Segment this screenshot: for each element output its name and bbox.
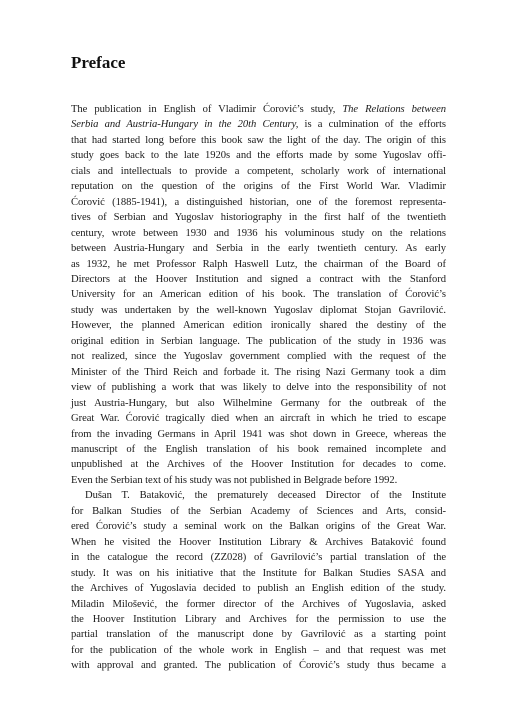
text-run: in the catalogue the record (ZZ028) of Gavrilović’s partial translation of the (71, 552, 446, 564)
text-run: as 1932, he met Professor Ralph Haswell Lutz, the chairman of the Board of (71, 258, 446, 270)
book-title-italic: The Relations between (342, 104, 446, 115)
text-line (71, 257, 446, 272)
text-line (71, 241, 446, 256)
preface-paragraphs (71, 102, 446, 674)
book-title-italic: Serbia and Austria-Hungary in the 20th Century, (71, 119, 299, 131)
text-run: view of publishing a work that was likely to delve into the responsibility of not (71, 382, 446, 394)
text-run: original edition in Serbian language. The publication of the study in 1936 was (71, 335, 446, 347)
text-run: The publication in English of Vladimir Ćorović’s study, (71, 104, 343, 115)
text-run: is a culmination of the efforts (298, 119, 447, 131)
text-line (71, 411, 446, 426)
text-line (71, 535, 446, 550)
text-run: cials and intellectuals to provide a competent, scholarly work of international (71, 165, 446, 177)
text-run: not realized, since the Yugoslav government complied with the request of the (71, 351, 446, 363)
text-line (71, 164, 446, 179)
text-run: the Archives of Yugoslavia decided to publish an English edition of the study. (71, 583, 446, 595)
text-line (71, 597, 446, 612)
text-run: that had started long before this book saw the light of the day. The origin of this (71, 134, 446, 146)
text-line (71, 148, 446, 163)
text-run: study. It was on his initiative that the Institute for Balkan Studies SASA and (71, 567, 446, 579)
text-line (71, 349, 446, 364)
preface-body (71, 102, 446, 674)
text-line (71, 396, 446, 411)
text-run: When he visited the Hoover Institution Library & Archives Bataković found (71, 536, 446, 548)
text-line (71, 612, 446, 627)
text-run: Great War. Ćorović tragically died when an aircraft in which he tried to escape (71, 413, 446, 425)
text-line (71, 581, 446, 596)
text-line (71, 133, 446, 148)
text-line (71, 550, 446, 565)
text-run: the Hoover Institution Library and Archives for the permission to use the (71, 613, 446, 625)
text-run: Ćorović (1885-1941), a distinguished historian, one of the foremost representa- (71, 196, 446, 208)
text-run: Even the Serbian text of his study was not published in Belgrade before 1992. (71, 474, 398, 486)
text-line (71, 102, 446, 117)
text-run: from the invading Germans in April 1941 was shot down in Greece, whereas the (71, 428, 446, 440)
text-run: Miladin Milošević, the former director of the Archives of Yugoslavia, asked (71, 598, 446, 610)
text-line (71, 195, 446, 210)
text-line (71, 365, 446, 380)
text-run: University for an American edition of his book. The translation of Ćorović’s (71, 289, 446, 301)
text-line (71, 287, 446, 302)
text-line (71, 457, 446, 472)
text-run: tives of Serbian and Yugoslav historiography in the first half of the twentieth (71, 212, 446, 224)
text-run: for Balkan Studies of the Serbian Academy of Sciences and Arts, consid- (71, 505, 446, 517)
text-run: study goes back to the late 1920s and the efforts made by some Yugoslav offi- (71, 150, 446, 162)
text-line (71, 473, 446, 488)
text-line (71, 643, 446, 658)
text-run: Directors at the Hoover Institution and signed a contract with the Stanford (71, 273, 446, 285)
text-run: partial translation of the manuscript done by Gavrilović as a starting point (71, 629, 446, 641)
text-line (71, 272, 446, 287)
text-line (71, 566, 446, 581)
text-line (71, 334, 446, 349)
text-line (71, 504, 446, 519)
text-line (71, 210, 446, 225)
text-line (71, 658, 446, 673)
text-line (71, 627, 446, 642)
text-line (71, 303, 446, 318)
text-line (71, 380, 446, 395)
text-run: study was undertaken by the well-known Yugoslav diplomat Stojan Gavrilović. (71, 304, 446, 316)
text-line (71, 179, 446, 194)
text-run: manuscript of the English translation of his book remained incomplete and (71, 443, 446, 455)
text-line (71, 519, 446, 534)
text-run: century, wrote between 1930 and 1936 his voluminous study on the relations (71, 227, 446, 239)
text-run: unpublished at the Archives of the Hoover Institution for decades to come. (71, 459, 446, 471)
text-run: for the publication of the whole work in English – and that request was met (71, 644, 446, 656)
text-line (71, 442, 446, 457)
text-run: Dušan T. Bataković, the prematurely deceased Director of the Institute (85, 490, 446, 502)
text-line (71, 117, 446, 132)
text-line (71, 427, 446, 442)
page-title: Preface (71, 53, 126, 72)
text-run: just Austria-Hungary, but also Wilhelmine Germany for the outbreak of the (71, 397, 446, 409)
text-run: Minister of the Third Reich and forbade it. The rising Nazi Germany took a dim (71, 366, 446, 378)
text-run: However, the planned American edition ironically shared the destiny of the (71, 320, 446, 332)
text-run: ered Ćorović’s study a seminal work on the Balkan origins of the Great War. (71, 521, 446, 533)
text-line (71, 488, 446, 503)
text-line (71, 318, 446, 333)
text-run: between Austria-Hungary and Serbia in the early twentieth century. As early (71, 243, 446, 255)
text-line (71, 226, 446, 241)
text-run: with approval and granted. The publication of Ćorović’s study thus became a (71, 660, 446, 672)
text-run: reputation on the question of the origins of the First World War. Vladimir (71, 181, 446, 193)
